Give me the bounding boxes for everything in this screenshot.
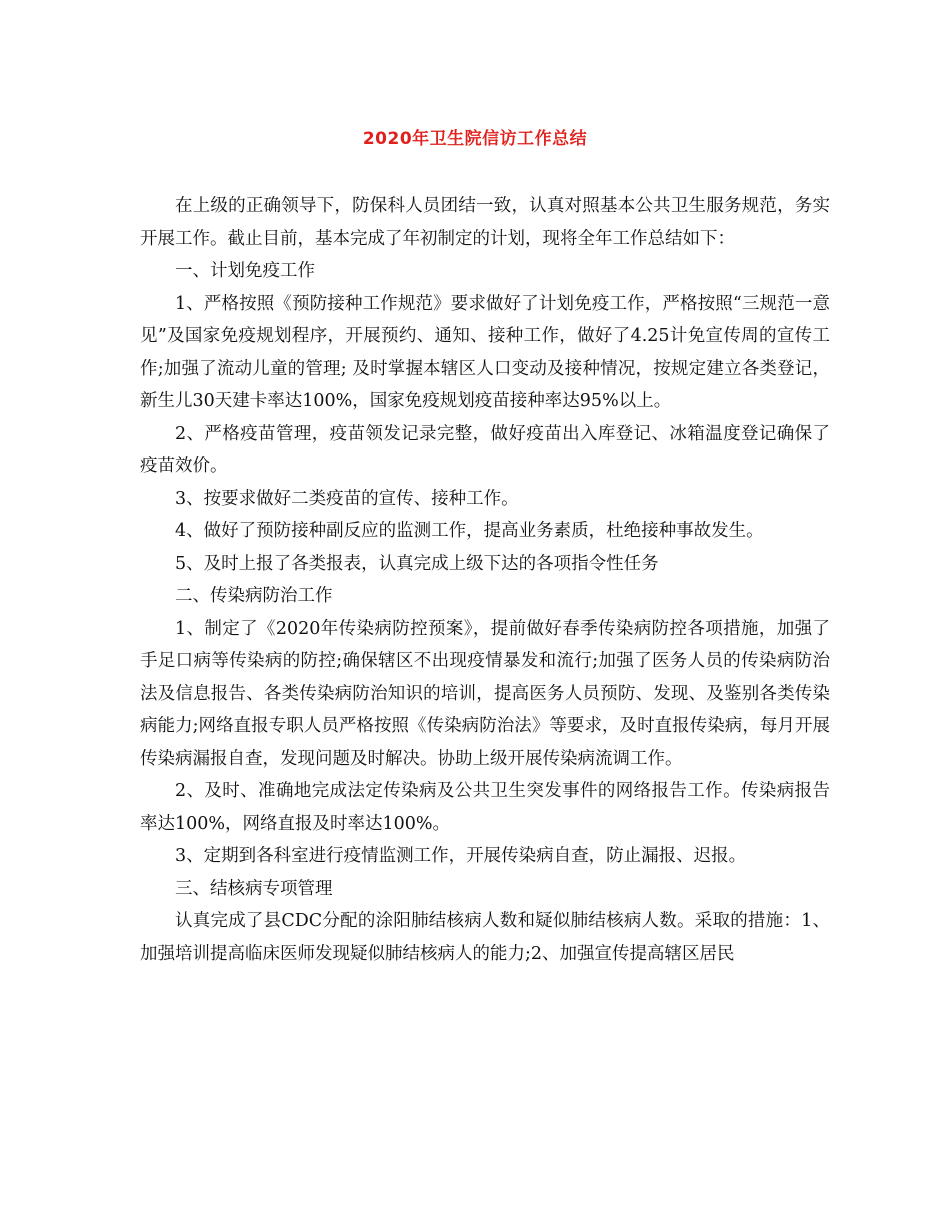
section-heading-infectious-disease: 二、传染病防治工作 (175, 586, 333, 606)
document-body (140, 190, 830, 970)
paragraph-immunization-5: 5、及时上报了各类报表，认真完成上级下达的各项指令性任务 (175, 553, 659, 574)
paragraph-tuberculosis-1: 认真完成了县CDC分配的涂阳肺结核病人数和疑似肺结核病人数。采取的措施：1、加强培训提高临床医师发现疑似肺结核病人的能力;2、加强宣传提高辖区居民 (140, 911, 830, 964)
paragraph-infectious-3: 3、定期到各科室进行疫情监测工作，开展传染病自查，防止漏报、迟报。 (175, 846, 747, 866)
paragraph-immunization-3: 3、按要求做好二类疫苗的宣传、接种工作。 (175, 488, 519, 509)
paragraph-immunization-1: 1、严格按照《预防接种工作规范》要求做好了计划免疫工作，严格按照“三规范一意见”及国家免疫规划程序，开展预约、通知、接种工作，做好了4.25计免宣传周的宣传工作;加强了流动儿童的管理; 及时掌握本辖区人口变动及接种情况，按规定建立各类登记，新生儿30天建卡率达100%，国家免疫规划疫苗接种率达95%以上。 (140, 293, 830, 411)
paragraph-infectious-2: 2、及时、准确地完成法定传染病及公共卫生突发事件的网络报告工作。传染病报告率达100%，网络直报及时率达100%。 (140, 781, 830, 834)
paragraph-immunization-4: 4、做好了预防接种副反应的监测工作，提高业务素质，杜绝接种事故发生。 (175, 521, 764, 541)
paragraph-intro: 在上级的正确领导下，防保科人员团结一致，认真对照基本公共卫生服务规范，务实开展工作。截止目前，基本完成了年初制定的计划，现将全年工作总结如下： (140, 196, 830, 249)
paragraph-infectious-1: 1、制定了《2020年传染病防控预案》，提前做好春季传染病防控各项措施，加强了手足口病等传染病的防控;确保辖区不出现疫情暴发和流行;加强了医务人员的传染病防治法及信息报告、各类传染病防治知识的培训，提高医务人员预防、发现、及鉴别各类传染病能力;网络直报专职人员严格按照《传染病防治法》等要求，及时直报传染病，每月开展传染病漏报自查，发现问题及时解决。协助上级开展传染病流调工作。 (140, 618, 830, 769)
paragraph-immunization-2: 2、严格疫苗管理，疫苗领发记录完整，做好疫苗出入库登记、冰箱温度登记确保了疫苗效价。 (140, 423, 830, 476)
section-heading-tuberculosis: 三、结核病专项管理 (175, 878, 333, 899)
document-title: 2020年卫生院信访工作总结 (362, 129, 588, 149)
section-heading-immunization: 一、计划免疫工作 (175, 261, 315, 281)
